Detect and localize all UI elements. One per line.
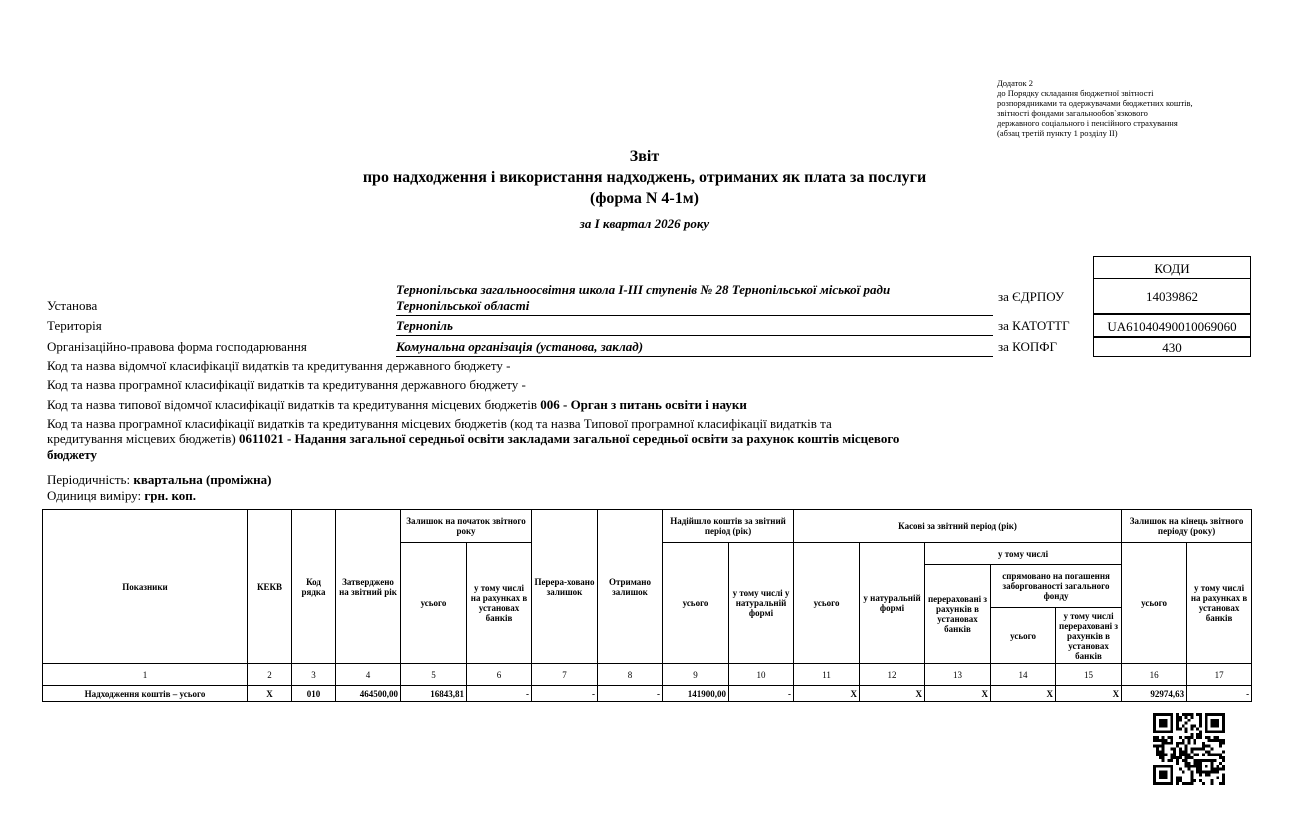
table-cell: -	[729, 686, 794, 702]
table-cell: 464500,00	[336, 686, 401, 702]
annex-line: до Порядку складання бюджетної звітності	[997, 88, 1154, 98]
report-period: за I квартал 2026 року	[579, 216, 710, 231]
col-number: 4	[336, 664, 401, 686]
header-debt-transferred-banks: у тому числі перераховані з рахунків в установах банків	[1056, 608, 1122, 664]
annex-line: розпорядниками та одержувачами бюджетних коштів,	[997, 98, 1193, 108]
kopfg-code: 430	[1093, 337, 1251, 357]
table-cell: 16843,81	[401, 686, 467, 702]
periodicity-value: квартальна (проміжна)	[133, 472, 272, 487]
header-closing-in-banks: у тому числі на рахунках в установах банків	[1187, 543, 1252, 664]
header-kekv: КЕКВ	[248, 510, 292, 664]
org-form-label: Організаційно-правова форма господарювання	[47, 339, 307, 354]
katottg-label: за КАТОТТГ	[998, 318, 1070, 333]
local-dept-classification	[47, 397, 747, 413]
kopfg-label: за КОПФГ	[998, 339, 1058, 354]
state-prog-classification: Код та назва програмної класифікації видатків та кредитування державного бюджету -	[47, 377, 526, 392]
header-income: Надійшло коштів за звітний період (рік)	[663, 510, 794, 543]
table-cell: 141900,00	[663, 686, 729, 702]
header-opening-in-banks: у тому числі на рахунках в установах банків	[467, 543, 532, 664]
periodicity-label: Періодичність:	[47, 472, 134, 487]
header-cash-expenses: Касові за звітний період (рік)	[794, 510, 1122, 543]
institution-name-line1: Тернопільська загальноосвітня школа І-ІІІ ступенів № 28 Тернопільської міської ради	[396, 282, 891, 297]
header-debt-total: усього	[991, 608, 1056, 664]
annex-line: звітності фондами загальнообов`язкового	[997, 108, 1148, 118]
header-opening-balance: Залишок на початок звітного року	[401, 510, 532, 543]
table-cell: -	[598, 686, 663, 702]
report-form-number: (форма N 4-1м)	[590, 190, 699, 207]
header-cash-incl: у тому числі	[925, 543, 1122, 565]
col-number: 10	[729, 664, 794, 686]
codes-heading: КОДИ	[1093, 256, 1251, 279]
table-cell: X	[860, 686, 925, 702]
table-cell: Надходження коштів – усього	[43, 686, 248, 702]
table-cell: X	[1056, 686, 1122, 702]
header-approved: Затверджено на звітний рік	[336, 510, 401, 664]
unit	[47, 488, 196, 504]
local-prog-value: 0611021 - Надання загальної середньої освіти закладами загальної середньої освіти за рахунок коштів місцевого	[238, 431, 900, 446]
institution-value	[396, 282, 993, 316]
institution-name-line2: Тернопільської області	[396, 298, 530, 313]
col-number: 9	[663, 664, 729, 686]
edrpou-label: за ЄДРПОУ	[998, 289, 1065, 304]
unit-label: Одиниця виміру:	[47, 488, 145, 503]
col-number: 15	[1056, 664, 1122, 686]
header-transferred-balance: Перера-ховано залишок	[532, 510, 598, 664]
report-table	[42, 509, 1252, 702]
table-row	[43, 686, 1252, 702]
state-dept-classification: Код та назва відомчої класифікації видатків та кредитування державного бюджету -	[47, 358, 511, 373]
katottg-code: UA61040490010069060	[1093, 314, 1251, 337]
table-cell: 010	[292, 686, 336, 702]
table-cell: -	[467, 686, 532, 702]
territory-value: Тернопіль	[396, 317, 993, 336]
col-number: 13	[925, 664, 991, 686]
local-prog-classification-line3	[47, 447, 97, 463]
header-debt-repayment: спрямовано на погашення заборгованості загального фонду	[991, 565, 1122, 608]
unit-value: грн. коп.	[144, 488, 197, 503]
col-number: 14	[991, 664, 1056, 686]
col-number: 2	[248, 664, 292, 686]
header-closing-balance: Залишок на кінець звітного періоду (року)	[1122, 510, 1252, 543]
table-cell: X	[991, 686, 1056, 702]
header-received-balance: Отримано залишок	[598, 510, 663, 664]
header-transferred-banks: перераховані з рахунків в установах банків	[925, 565, 991, 664]
header-indicators: Показники	[43, 510, 248, 664]
local-dept-prefix: Код та назва типової відомчої класифікації видатків та кредитування місцевих бюджетів	[47, 397, 541, 412]
report-title: Звіт	[629, 148, 660, 165]
annex-line: Додаток 2	[997, 78, 1034, 88]
table-cell: 92974,63	[1122, 686, 1187, 702]
edrpou-code: 14039862	[1093, 278, 1251, 314]
col-number: 7	[532, 664, 598, 686]
local-prog-prefix: кредитування місцевих бюджетів)	[47, 431, 239, 446]
header-closing-total: усього	[1122, 543, 1187, 664]
header-row-code: Код рядка	[292, 510, 336, 664]
local-prog-classification-line2	[47, 431, 899, 447]
annex-line: державного соціального і пенсійного страхування	[997, 118, 1178, 128]
territory-label: Територія	[47, 318, 102, 333]
table-cell: -	[1187, 686, 1252, 702]
col-number: 16	[1122, 664, 1187, 686]
annex-line: (абзац третій пункту 1 розділу II)	[997, 128, 1118, 138]
col-number: 12	[860, 664, 925, 686]
col-number: 11	[794, 664, 860, 686]
local-prog-value-end: бюджету	[47, 447, 98, 462]
local-prog-classification-line1: Код та назва програмної класифікації видатків та кредитування місцевих бюджетів (код та назва Типової програмної класифікації видатків та	[47, 416, 832, 431]
header-cash-total: усього	[794, 543, 860, 664]
col-number: 3	[292, 664, 336, 686]
table-cell: -	[532, 686, 598, 702]
header-income-in-kind: у тому числі у натуральній формі	[729, 543, 794, 664]
table-cell: X	[925, 686, 991, 702]
periodicity	[47, 472, 271, 488]
col-number: 17	[1187, 664, 1252, 686]
header-income-total: усього	[663, 543, 729, 664]
annex-note	[997, 78, 1257, 138]
org-form-value: Комунальна організація (установа, заклад)	[396, 338, 993, 357]
col-number: 5	[401, 664, 467, 686]
local-dept-value: 006 - Орган з питань освіти і науки	[540, 397, 747, 412]
header-opening-total: усього	[401, 543, 467, 664]
table-cell: X	[794, 686, 860, 702]
header-cash-natural: у натуральній формі	[860, 543, 925, 664]
col-number: 6	[467, 664, 532, 686]
qr-code-icon	[1153, 713, 1225, 785]
report-subtitle: про надходження і використання надходжень, отриманих як плата за послуги	[362, 169, 927, 186]
table-cell: X	[248, 686, 292, 702]
col-number: 8	[598, 664, 663, 686]
institution-label: Установа	[47, 298, 98, 313]
col-number: 1	[43, 664, 248, 686]
